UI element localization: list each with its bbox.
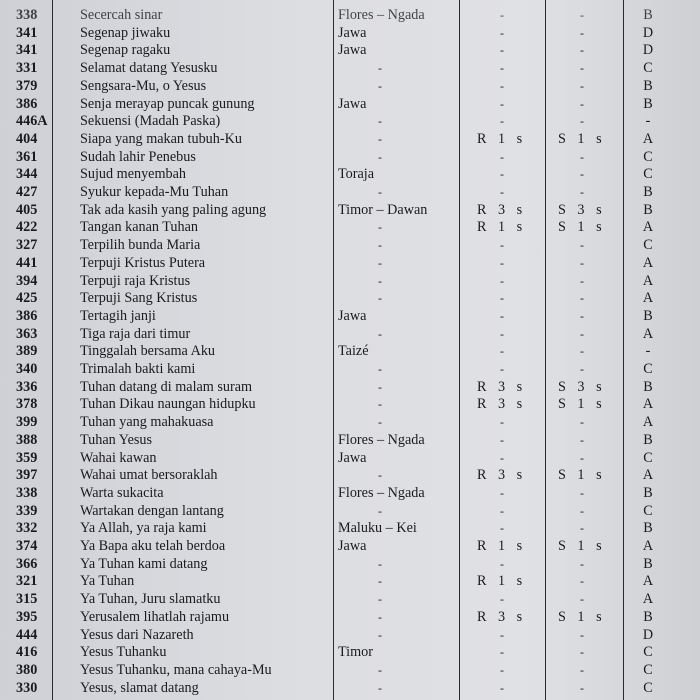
difficulty-grade: B xyxy=(643,307,653,324)
refrain-code: - xyxy=(500,8,508,22)
difficulty-grade: B xyxy=(643,7,653,23)
song-number: 389 xyxy=(16,343,38,360)
refrain-code: - xyxy=(500,114,508,129)
table-row xyxy=(0,379,700,397)
stanza-code: S 1 s xyxy=(558,608,606,625)
stanza-code: - xyxy=(580,521,588,536)
song-title: Yesus dari Nazareth xyxy=(80,626,194,643)
refrain-code: - xyxy=(500,255,508,270)
refrain-code: - xyxy=(500,238,508,253)
song-number: 446A xyxy=(16,113,48,130)
refrain-code: R 1 s xyxy=(477,130,527,147)
table-row xyxy=(0,96,700,114)
song-origin: - xyxy=(378,609,382,624)
refrain-code: - xyxy=(500,167,508,182)
stanza-code: - xyxy=(580,662,588,677)
refrain-code: - xyxy=(500,432,508,447)
refrain-code: - xyxy=(500,662,508,677)
difficulty-grade: B xyxy=(643,431,653,448)
song-number: 386 xyxy=(16,307,38,324)
refrain-code: - xyxy=(500,43,508,58)
stanza-code: - xyxy=(580,25,588,40)
song-number: 336 xyxy=(16,378,38,395)
table-row xyxy=(0,680,700,698)
difficulty-grade: A xyxy=(642,254,654,271)
song-number: 332 xyxy=(16,520,38,537)
table-row xyxy=(0,520,700,538)
song-origin: - xyxy=(378,131,382,146)
difficulty-grade: D xyxy=(642,42,654,59)
song-origin: - xyxy=(378,627,382,642)
difficulty-grade: B xyxy=(643,608,653,625)
song-number: 394 xyxy=(16,272,38,289)
song-title: Senja merayap puncak gunung xyxy=(80,95,255,112)
song-number: 341 xyxy=(16,24,38,41)
difficulty-grade: - xyxy=(645,113,651,130)
song-number: 361 xyxy=(16,148,38,165)
difficulty-grade: B xyxy=(643,184,653,200)
refrain-code: - xyxy=(500,680,508,695)
table-row xyxy=(0,573,700,591)
table-row xyxy=(0,432,700,450)
refrain-code: - xyxy=(500,645,508,660)
difficulty-grade: - xyxy=(645,343,651,360)
song-origin: - xyxy=(378,662,382,677)
stanza-code: - xyxy=(580,556,588,571)
stanza-code: - xyxy=(580,308,588,323)
song-title: Yesus Tuhanku, mana cahaya-Mu xyxy=(80,661,272,678)
stanza-code: - xyxy=(580,8,588,22)
table-row xyxy=(0,308,700,326)
song-origin: - xyxy=(378,149,382,164)
table-row xyxy=(0,255,700,273)
table-row xyxy=(0,467,700,485)
difficulty-grade: C xyxy=(643,449,653,466)
difficulty-grade: A xyxy=(642,130,654,147)
stanza-code: - xyxy=(580,645,588,660)
stanza-code: S 1 s xyxy=(558,467,606,484)
refrain-code: - xyxy=(500,273,508,288)
song-title: Segenap ragaku xyxy=(80,42,171,59)
song-origin: Jawa xyxy=(338,538,367,554)
song-number: 363 xyxy=(16,325,38,342)
song-origin: Flores – Ngada xyxy=(338,7,425,23)
difficulty-grade: A xyxy=(642,290,654,307)
refrain-code: - xyxy=(500,415,508,430)
difficulty-grade: C xyxy=(643,148,653,165)
song-number: 380 xyxy=(16,661,38,678)
difficulty-grade: A xyxy=(642,591,654,608)
song-origin: Taizé xyxy=(338,343,369,360)
stanza-code: - xyxy=(580,167,588,182)
refrain-code: R 1 s xyxy=(477,538,527,554)
table-row xyxy=(0,237,700,255)
difficulty-grade: A xyxy=(642,325,654,342)
song-origin: - xyxy=(378,78,382,93)
song-number: 338 xyxy=(16,7,38,23)
table-row xyxy=(0,202,700,220)
song-number: 386 xyxy=(16,95,38,112)
table-row xyxy=(0,361,700,379)
stanza-code: - xyxy=(580,149,588,164)
refrain-code: - xyxy=(500,25,508,40)
song-number: 441 xyxy=(16,254,38,271)
difficulty-grade: B xyxy=(643,484,653,501)
difficulty-grade: C xyxy=(643,60,653,77)
stanza-code: S 1 s xyxy=(558,396,606,413)
song-origin: Toraja xyxy=(338,166,375,183)
refrain-code: - xyxy=(500,556,508,571)
song-number: 315 xyxy=(16,591,38,608)
table-row xyxy=(0,184,700,202)
song-number: 338 xyxy=(16,484,38,501)
table-row xyxy=(0,290,700,308)
stanza-code: - xyxy=(580,574,588,589)
song-title: Ya Allah, ya raja kami xyxy=(80,520,207,537)
refrain-code: - xyxy=(500,326,508,341)
table-row xyxy=(0,7,700,25)
difficulty-grade: A xyxy=(642,467,654,484)
stanza-code: - xyxy=(580,362,588,376)
difficulty-grade: B xyxy=(643,201,653,218)
song-number: 366 xyxy=(16,555,38,572)
difficulty-grade: B xyxy=(643,95,653,112)
table-row xyxy=(0,627,700,645)
difficulty-grade: A xyxy=(642,396,654,413)
song-title: Terpilih bunda Maria xyxy=(80,237,201,254)
song-origin: - xyxy=(378,415,382,430)
song-number: 321 xyxy=(16,573,38,590)
song-title: Tiga raja dari timur xyxy=(80,325,191,342)
song-title: Sekuensi (Madah Paska) xyxy=(80,113,221,130)
song-title: Terpuji Sang Kristus xyxy=(80,290,198,307)
song-number: 422 xyxy=(16,219,38,236)
refrain-code: R 3 s xyxy=(477,396,527,413)
song-origin: Flores – Ngada xyxy=(338,484,425,501)
song-origin: - xyxy=(378,556,382,571)
table-row xyxy=(0,219,700,237)
song-number: 327 xyxy=(16,237,38,254)
song-origin: - xyxy=(378,255,382,270)
stanza-code: - xyxy=(580,78,588,93)
song-origin: - xyxy=(378,273,382,288)
song-title: Secercah sinar xyxy=(80,7,163,23)
song-origin: - xyxy=(378,61,382,76)
difficulty-grade: B xyxy=(643,555,653,572)
song-title: Segenap jiwaku xyxy=(80,24,171,41)
song-title: Tertagih janji xyxy=(80,307,156,324)
stanza-code: - xyxy=(580,592,588,607)
stanza-code: - xyxy=(580,326,588,341)
refrain-code: - xyxy=(500,627,508,642)
difficulty-grade: D xyxy=(642,24,654,41)
song-origin: - xyxy=(378,503,382,518)
song-title: Sengsara-Mu, o Yesus xyxy=(80,77,207,94)
song-origin: - xyxy=(378,574,382,589)
table-row xyxy=(0,396,700,414)
song-origin: - xyxy=(378,379,382,394)
difficulty-grade: C xyxy=(643,502,653,519)
song-title: Ya Tuhan kami datang xyxy=(80,555,208,572)
stanza-code: - xyxy=(580,114,588,129)
stanza-code: S 3 s xyxy=(558,201,606,218)
song-origin: Jawa xyxy=(338,95,367,112)
song-title: Trimalah bakti kami xyxy=(80,361,196,377)
stanza-code: - xyxy=(580,238,588,253)
song-title: Syukur kepada-Mu Tuhan xyxy=(80,184,229,200)
stanza-code: - xyxy=(580,680,588,695)
refrain-code: R 1 s xyxy=(477,219,527,236)
song-origin: - xyxy=(378,397,382,412)
song-origin: - xyxy=(378,291,382,306)
refrain-code: R 3 s xyxy=(477,467,527,484)
song-number: 331 xyxy=(16,60,38,77)
song-origin: - xyxy=(378,680,382,695)
song-title: Tak ada kasih yang paling agung xyxy=(80,201,267,218)
stanza-code: - xyxy=(580,61,588,76)
difficulty-grade: A xyxy=(642,573,654,590)
stanza-code: S 1 s xyxy=(558,219,606,236)
song-origin: - xyxy=(378,362,382,376)
stanza-code: - xyxy=(580,503,588,518)
table-row xyxy=(0,591,700,609)
song-title: Wartakan dengan lantang xyxy=(80,502,224,519)
song-title: Tuhan yang mahakuasa xyxy=(80,414,214,431)
difficulty-grade: C xyxy=(643,661,653,678)
song-title: Wahai umat bersoraklah xyxy=(80,467,218,484)
song-title: Yesus Tuhanku xyxy=(80,644,167,661)
song-number: 341 xyxy=(16,42,38,59)
song-title: Ya Tuhan, Juru slamatku xyxy=(80,591,221,608)
table-row xyxy=(0,60,700,78)
song-origin: Flores – Ngada xyxy=(338,431,425,448)
song-number: 425 xyxy=(16,290,38,307)
song-number: 378 xyxy=(16,396,38,413)
song-number: 359 xyxy=(16,449,38,466)
table-row xyxy=(0,662,700,680)
song-origin: - xyxy=(378,220,382,235)
song-origin: Jawa xyxy=(338,449,367,466)
song-title: Ya Tuhan xyxy=(80,573,135,590)
song-origin: - xyxy=(378,114,382,129)
difficulty-grade: C xyxy=(643,166,653,183)
refrain-code: R 3 s xyxy=(477,378,527,395)
song-title: Ya Bapa aku telah berdoa xyxy=(80,538,226,554)
stanza-code: - xyxy=(580,344,588,359)
song-number: 388 xyxy=(16,431,38,448)
song-title: Yesus, slamat datang xyxy=(80,679,199,696)
stanza-code: - xyxy=(580,627,588,642)
difficulty-grade: A xyxy=(642,538,654,554)
song-title: Terpuji Kristus Putera xyxy=(80,254,206,271)
song-number: 344 xyxy=(16,166,38,183)
song-number: 427 xyxy=(16,184,38,200)
stanza-code: S 1 s xyxy=(558,130,606,147)
song-title: Wahai kawan xyxy=(80,449,157,466)
song-origin: Timor xyxy=(338,644,373,661)
difficulty-grade: B xyxy=(643,77,653,94)
difficulty-grade: C xyxy=(643,644,653,661)
song-title: Tuhan Dikau naungan hidupku xyxy=(80,396,256,413)
song-number: 399 xyxy=(16,414,38,431)
table-row xyxy=(0,556,700,574)
song-number: 397 xyxy=(16,467,38,484)
song-title: Yerusalem lihatlah rajamu xyxy=(80,608,230,625)
difficulty-grade: A xyxy=(642,414,654,431)
song-origin: Jawa xyxy=(338,42,367,59)
song-number: 339 xyxy=(16,502,38,519)
stanza-code: - xyxy=(580,415,588,430)
refrain-code: R 3 s xyxy=(477,608,527,625)
song-title: Sudah lahir Penebus xyxy=(80,148,196,165)
song-origin: - xyxy=(378,468,382,483)
stanza-code: - xyxy=(580,485,588,500)
table-row xyxy=(0,450,700,468)
table-row xyxy=(0,538,700,556)
song-title: Tuhan datang di malam suram xyxy=(80,378,253,395)
song-number: 379 xyxy=(16,77,38,94)
table-row xyxy=(0,503,700,521)
difficulty-grade: B xyxy=(643,520,653,537)
song-origin: Maluku – Kei xyxy=(338,520,417,537)
table-row xyxy=(0,644,700,662)
table-row xyxy=(0,149,700,167)
difficulty-grade: C xyxy=(643,361,653,377)
song-number: 374 xyxy=(16,538,38,554)
stanza-code: - xyxy=(580,432,588,447)
song-number: 444 xyxy=(16,626,38,643)
table-row xyxy=(0,166,700,184)
stanza-code: - xyxy=(580,273,588,288)
song-title: Tinggalah bersama Aku xyxy=(80,343,216,360)
song-origin: - xyxy=(378,238,382,253)
song-origin: - xyxy=(378,185,382,199)
song-title: Siapa yang makan tubuh-Ku xyxy=(80,130,242,147)
table-row xyxy=(0,609,700,627)
table-row xyxy=(0,113,700,131)
difficulty-grade: A xyxy=(642,219,654,236)
song-origin: Timor – Dawan xyxy=(338,201,428,218)
stanza-code: - xyxy=(580,291,588,306)
refrain-code: R 3 s xyxy=(477,201,527,218)
table-row xyxy=(0,42,700,60)
stanza-code: S 1 s xyxy=(558,538,606,554)
song-number: 416 xyxy=(16,644,38,661)
difficulty-grade: A xyxy=(642,272,654,289)
refrain-code: - xyxy=(500,450,508,465)
song-title: Tangan kanan Tuhan xyxy=(80,219,199,236)
difficulty-grade: C xyxy=(643,237,653,254)
refrain-code: - xyxy=(500,308,508,323)
refrain-code: - xyxy=(500,61,508,76)
song-title: Tuhan Yesus xyxy=(80,431,153,448)
song-title: Warta sukacita xyxy=(80,484,164,501)
refrain-code: - xyxy=(500,291,508,306)
song-origin: Jawa xyxy=(338,24,367,41)
stanza-code: - xyxy=(580,185,588,199)
song-number: 330 xyxy=(16,679,38,696)
difficulty-grade: C xyxy=(643,679,653,696)
song-origin: - xyxy=(378,592,382,607)
refrain-code: - xyxy=(500,96,508,111)
stanza-code: S 3 s xyxy=(558,378,606,395)
table-row xyxy=(0,485,700,503)
refrain-code: - xyxy=(500,521,508,536)
table-row xyxy=(0,131,700,149)
stanza-code: - xyxy=(580,255,588,270)
refrain-code: - xyxy=(500,78,508,93)
table-row xyxy=(0,326,700,344)
refrain-code: - xyxy=(500,344,508,359)
difficulty-grade: D xyxy=(642,626,654,643)
refrain-code: - xyxy=(500,362,508,376)
table-row xyxy=(0,414,700,432)
refrain-code: R 1 s xyxy=(477,573,527,590)
table-row xyxy=(0,273,700,291)
song-number: 340 xyxy=(16,361,38,377)
refrain-code: - xyxy=(500,485,508,500)
table-row xyxy=(0,343,700,361)
refrain-code: - xyxy=(500,503,508,518)
song-title: Terpuji raja Kristus xyxy=(80,272,191,289)
stanza-code: - xyxy=(580,96,588,111)
refrain-code: - xyxy=(500,185,508,199)
song-number: 395 xyxy=(16,608,38,625)
refrain-code: - xyxy=(500,149,508,164)
song-number: 404 xyxy=(16,130,38,147)
difficulty-grade: B xyxy=(643,378,653,395)
song-title: Sujud menyembah xyxy=(80,166,186,183)
stanza-code: - xyxy=(580,450,588,465)
song-title: Selamat datang Yesusku xyxy=(80,60,218,77)
stanza-code: - xyxy=(580,43,588,58)
refrain-code: - xyxy=(500,592,508,607)
song-origin: Jawa xyxy=(338,307,367,324)
song-number: 405 xyxy=(16,201,38,218)
table-row xyxy=(0,78,700,96)
song-origin: - xyxy=(378,326,382,341)
table-row xyxy=(0,25,700,43)
